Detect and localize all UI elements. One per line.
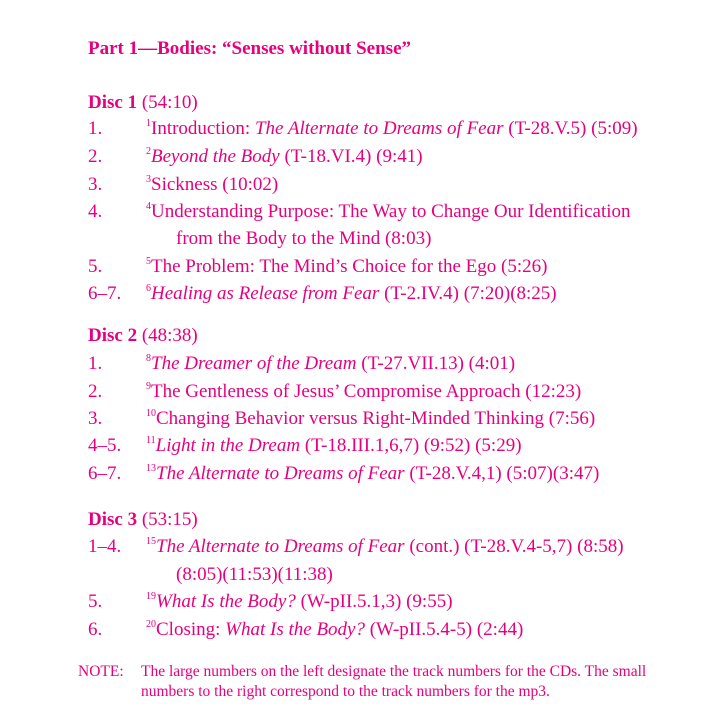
mp3-track-number: 4 [146, 201, 151, 212]
mp3-track-number: 13 [146, 463, 156, 474]
cd-track-number: 3. [88, 174, 103, 195]
mp3-track-number: 10 [146, 408, 156, 419]
track-title: $^{15}$The Alternate to Dreams of Fear (cont.) (T-28.V.4-5,7) (8:58) [146, 536, 624, 557]
mp3-track-number: 5 [146, 256, 151, 267]
disc-label: Disc 2 [88, 325, 138, 346]
cd-track-number: 6–7. [88, 283, 122, 304]
cd-track-number: 5. [88, 256, 103, 277]
cd-track-number: 1. [88, 353, 103, 374]
disc-label: Disc 3 [88, 509, 138, 530]
track-title: $^2$Beyond the Body (T-18.VI.4) (9:41) [146, 146, 423, 167]
track-title: $^4$Understanding Purpose: The Way to Change Our Identification [146, 201, 631, 222]
disc-3-heading [88, 509, 198, 531]
track-title: $^{20}$Closing: What Is the Body? (W-pII.5.4-5) (2:44) [146, 619, 524, 640]
track-title: $^8$The Dreamer of the Dream (T-27.VII.13) (4:01) [146, 353, 516, 374]
disc-duration: (53:15) [141, 509, 198, 530]
disc-duration: (54:10) [141, 92, 198, 113]
disc-2-heading [88, 325, 198, 347]
disc-1-heading [88, 92, 198, 114]
track-title: $^{11}$Light in the Dream (T-18.III.1,6,7) (9:52) (5:29) [146, 435, 522, 456]
disc-label: Disc 1 [88, 92, 138, 113]
track-title: $^1$Introduction: The Alternate to Dreams of Fear (T-28.V.5) (5:09) [146, 118, 638, 139]
mp3-track-number: 3 [146, 174, 151, 185]
track-title: $^5$The Problem: The Mind’s Choice for the Ego (5:26) [146, 256, 548, 277]
cd-track-number: 3. [88, 408, 103, 429]
disc-duration: (48:38) [141, 325, 198, 346]
mp3-track-number: 6 [146, 283, 151, 294]
track-title: $^6$Healing as Release from Fear (T-2.IV.4) (7:20)(8:25) [146, 283, 557, 304]
track-title: $^{13}$The Alternate to Dreams of Fear (T-28.V.4,1) (5:07)(3:47) [146, 463, 600, 484]
mp3-track-number: 19 [146, 591, 156, 602]
mp3-track-number: 15 [146, 536, 156, 547]
cd-track-number: 1. [88, 118, 103, 139]
cd-track-number: 1–4. [88, 536, 122, 557]
mp3-track-number: 9 [146, 381, 151, 392]
note-label: NOTE: [78, 663, 124, 680]
track-title: $^9$The Gentleness of Jesus’ Compromise Approach (12:23) [146, 381, 582, 402]
track-title: $^{10}$Changing Behavior versus Right-Minded Thinking (7:56) [146, 408, 596, 429]
cd-track-number: 6–7. [88, 463, 122, 484]
cd-track-number: 5. [88, 591, 103, 612]
track-title: $^{19}$What Is the Body? (W-pII.5.1,3) (9:55) [146, 591, 453, 612]
track-title: $^3$Sickness (10:02) [146, 174, 279, 195]
cd-track-number: 6. [88, 619, 103, 640]
mp3-track-number: 8 [146, 353, 151, 364]
mp3-track-number: 1 [146, 118, 151, 129]
cd-track-number: 4–5. [88, 435, 122, 456]
cd-track-number: 4. [88, 201, 103, 222]
cd-track-number: 2. [88, 146, 103, 167]
mp3-track-number: 11 [146, 435, 156, 446]
mp3-track-number: 20 [146, 619, 156, 630]
part-title: Part 1—Bodies: “Senses without Sense” [88, 38, 412, 59]
track-title-continuation: from the Body to the Mind (8:03) [176, 228, 432, 249]
track-title-continuation: (8:05)(11:53)(11:38) [176, 564, 333, 585]
note-text: The large numbers on the left designate the track numbers for the CDs. The small numbers to the right correspond to the track numbers for the mp3. [141, 663, 647, 700]
mp3-track-number: 2 [146, 146, 151, 157]
cd-track-number: 2. [88, 381, 103, 402]
